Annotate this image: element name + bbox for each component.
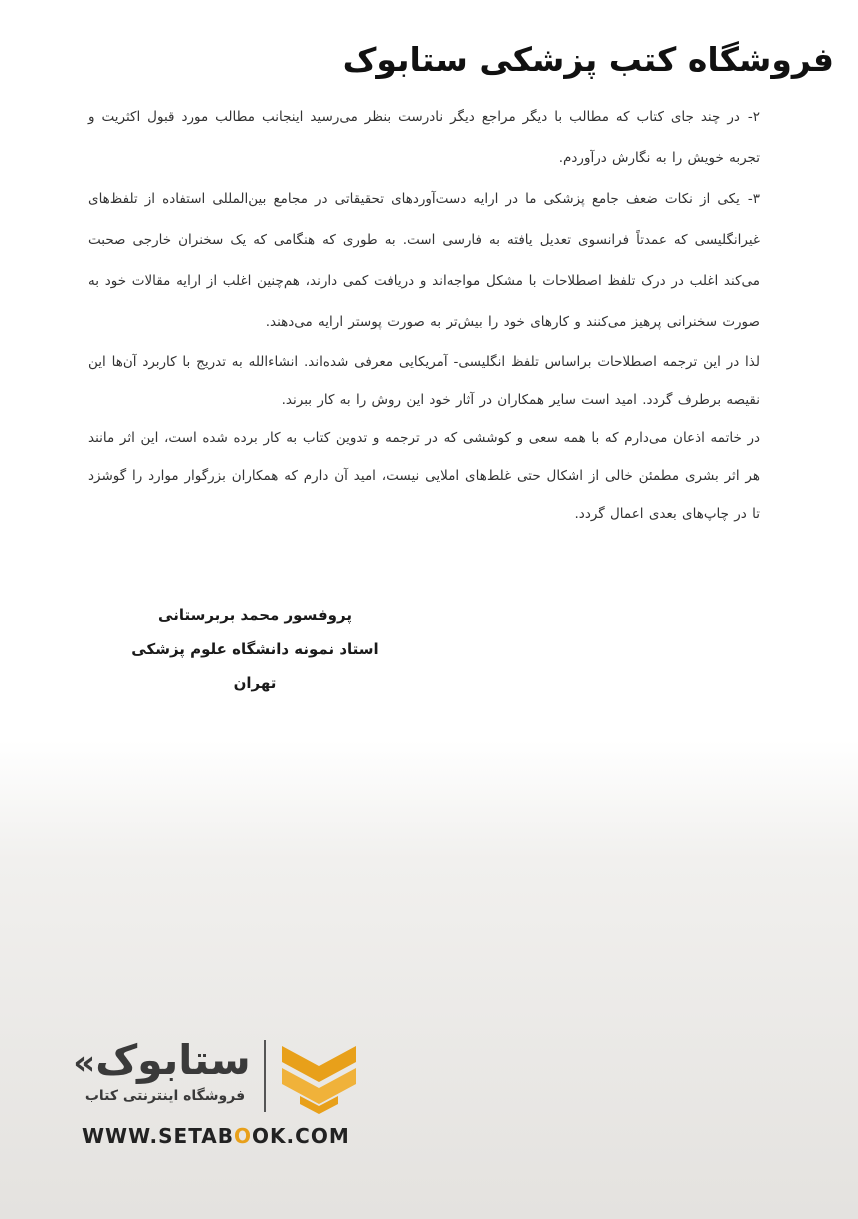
page-title: فروشگاه کتب پزشکی ستابوک: [342, 40, 834, 79]
signature-block: [130, 598, 380, 700]
numbered-paragraph-2: [88, 97, 760, 179]
item-number: ۲-: [747, 109, 760, 125]
brand-wordmark: «ستابوک: [73, 1036, 251, 1084]
setabook-logo: [66, 1036, 366, 1156]
paragraph-text: یکی از نکات ضعف جامع پزشکی ما در ارایه دست‌آوردهای تحقیقاتی در مجامع بین‌المللی استفاده از تلفظ‌های غیرانگلیسی که عمدتاً فرانسوی تعدیل یافته به فارسی است. به طوری که هنگامی که یک سخنران خارجی صحبت می‌کند اغلب در درک تلفظ اصطلاحات با مشکل مواجه‌اند و دریافت کمی دارند، هم‌چنین اغلب از ارایه مقالات خود به صورت سخنرانی پرهیز می‌کنند و کارهای خود را بیش‌تر به صورت پوستر ارایه می‌دهند.: [88, 191, 760, 330]
paragraph-text: در چند جای کتاب که مطالب با دیگر مراجع دیگر نادرست بنظر می‌رسید اینجانب مطالب مورد قبول اکثریت و تجربه خویش را به نگارش درآوردم.: [88, 109, 760, 166]
book-chevron-icon: [278, 1038, 360, 1114]
author-position: استاد نمونه دانشگاه علوم پزشکی تهران: [131, 640, 379, 692]
preface-body: [88, 97, 760, 533]
arrows-icon: «: [73, 1043, 96, 1083]
item-number: ۳-: [747, 191, 760, 207]
author-name: پروفسور محمد بربرستانی: [158, 606, 352, 624]
numbered-paragraph-3: [88, 179, 760, 343]
closing-paragraph-2: در خاتمه اذعان می‌دارم که با همه سعی و کوششی که در ترجمه و تدوین کتاب به کار برده شده است، این اثر مانند هر اثر بشری مطمئن خالی از اشکال حتی غلط‌های املایی نیست، امید آن دارم که همکاران بزرگوار موارد را گوشزد تا در چاپ‌های بعدی اعمال گردد.: [88, 430, 760, 522]
logo-divider: [264, 1040, 266, 1112]
brand-tagline: فروشگاه اینترنتی کتاب: [84, 1088, 246, 1104]
website-url[interactable]: WWW.SETABOOK.COM: [82, 1124, 350, 1148]
closing-paragraph-1: لذا در این ترجمه اصطلاحات براساس تلفظ انگلیسی- آمریکایی معرفی شده‌اند. انشاءالله به تدریج با کاربرد آن‌ها این نقیصه برطرف گردد. امید است سایر همکاران در آثار خود این روش را به کار ببرند.: [88, 354, 760, 408]
